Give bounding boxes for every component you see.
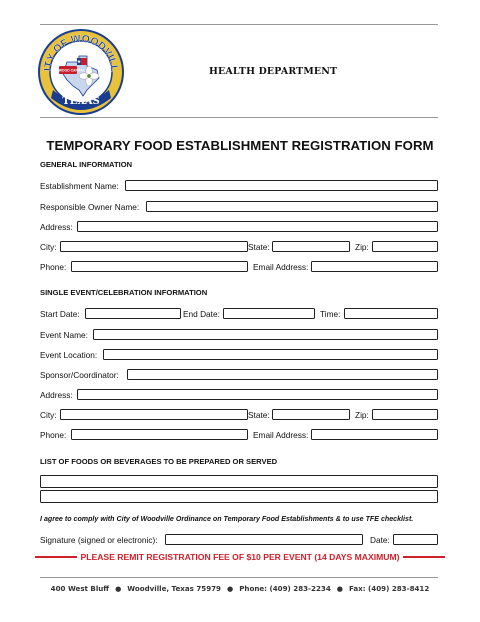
event-location-row — [40, 349, 438, 362]
responsible-owner-field[interactable] — [146, 201, 438, 212]
event-name-label: Event Name: — [40, 330, 88, 340]
foods-heading: LIST OF FOODS OR BEVERAGES TO BE PREPARED OR SERVED — [40, 457, 278, 466]
city-seal-logo — [37, 28, 125, 116]
event-phone-field[interactable] — [71, 429, 248, 440]
state-field[interactable] — [272, 241, 350, 252]
remit-text: PLEASE REMIT REGISTRATION FEE OF $10 PER EVENT (14 DAYS MAXIMUM) — [80, 552, 400, 562]
event-heading: SINGLE EVENT/CELEBRATION INFORMATION — [40, 288, 208, 297]
department-name: HEALTH DEPARTMENT — [209, 66, 338, 77]
bullet-icon: ● — [336, 584, 343, 593]
footer-address: 400 West Bluff — [50, 584, 110, 593]
top-rule — [40, 24, 438, 25]
end-date-field[interactable] — [223, 308, 315, 319]
event-address-label: Address: — [40, 390, 73, 400]
svg-text:TEXAS: TEXAS — [62, 96, 100, 107]
remit-dash-left — [35, 556, 77, 558]
header-rule — [40, 117, 438, 118]
event-zip-label: Zip: — [355, 410, 369, 420]
state-label: State: — [248, 242, 270, 252]
start-date-field[interactable] — [85, 308, 181, 319]
event-zip-field[interactable] — [372, 409, 438, 420]
bullet-icon: ● — [227, 584, 234, 593]
svg-text:DOGWOOD CAPITAL: DOGWOOD CAPITAL — [50, 68, 86, 73]
end-date-label: End Date: — [183, 309, 220, 319]
event-name-row — [40, 329, 438, 342]
signature-row — [40, 534, 438, 547]
zip-label: Zip: — [355, 242, 369, 252]
foods-line-2[interactable] — [40, 490, 438, 503]
responsible-owner-label: Responsible Owner Name: — [40, 202, 140, 212]
svg-text:CITY OF WOODVILLE: ITY OF WOODVILL — [41, 32, 121, 73]
time-label: Time: — [320, 309, 341, 319]
start-date-label: Start Date: — [40, 309, 80, 319]
signature-date-label: Date: — [370, 535, 390, 545]
sponsor-row — [40, 369, 438, 382]
address-label: Address: — [40, 222, 73, 232]
event-city-state-zip-row — [40, 409, 438, 422]
event-dates-row — [40, 308, 438, 321]
remit-notice — [0, 552, 480, 562]
event-email-field[interactable] — [311, 429, 438, 440]
general-heading: GENERAL INFORMATION — [40, 160, 133, 169]
owner-row — [40, 201, 438, 214]
email-field[interactable] — [311, 261, 438, 272]
sponsor-label: Sponsor/Coordinator: — [40, 370, 119, 380]
remit-dash-right — [403, 556, 445, 558]
foods-line-1[interactable] — [40, 475, 438, 488]
signature-field[interactable] — [165, 534, 363, 545]
phone-email-row — [40, 261, 438, 274]
event-location-field[interactable] — [103, 349, 438, 360]
form-title: TEMPORARY FOOD ESTABLISHMENT REGISTRATION FORM — [46, 138, 434, 153]
event-email-label: Email Address: — [253, 430, 309, 440]
event-phone-email-row — [40, 429, 438, 442]
address-field[interactable] — [77, 221, 438, 232]
bullet-icon: ● — [115, 584, 122, 593]
event-city-label: City: — [40, 410, 57, 420]
address-row — [40, 221, 438, 234]
phone-field[interactable] — [71, 261, 248, 272]
event-city-field[interactable] — [60, 409, 248, 420]
footer-city: Woodville, Texas 75979 — [127, 584, 221, 593]
city-label: City: — [40, 242, 57, 252]
city-state-zip-row — [40, 241, 438, 254]
event-address-field[interactable] — [77, 389, 438, 400]
signature-label: Signature (signed or electronic): — [40, 535, 158, 545]
signature-date-field[interactable] — [393, 534, 438, 545]
event-location-label: Event Location: — [40, 350, 98, 360]
establishment-name-label: Establishment Name: — [40, 181, 119, 191]
event-name-field[interactable] — [93, 329, 438, 340]
event-phone-label: Phone: — [40, 430, 67, 440]
zip-field[interactable] — [372, 241, 438, 252]
phone-label: Phone: — [40, 262, 67, 272]
event-address-row — [40, 389, 438, 402]
event-state-field[interactable] — [272, 409, 350, 420]
email-label: Email Address: — [253, 262, 309, 272]
footer-phone: Phone: (409) 283-2234 — [239, 584, 331, 593]
agreement-statement: I agree to comply with City of Woodville Ordinance on Temporary Food Establishments & to use TFE checklist. — [40, 515, 414, 523]
sponsor-field[interactable] — [127, 369, 438, 380]
footer — [0, 584, 480, 593]
time-field[interactable] — [344, 308, 438, 319]
city-field[interactable] — [60, 241, 248, 252]
establishment-name-field[interactable] — [125, 180, 438, 191]
footer-rule — [40, 577, 438, 578]
establishment-row — [40, 180, 438, 193]
footer-fax: Fax: (409) 283-8412 — [348, 584, 430, 593]
event-state-label: State: — [248, 410, 270, 420]
